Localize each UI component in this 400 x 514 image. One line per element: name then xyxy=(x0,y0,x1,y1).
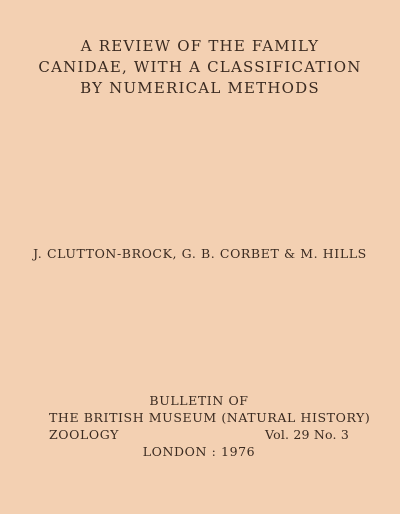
publication-info xyxy=(49,392,371,460)
title-line-2: CANIDAE, WITH A CLASSIFICATION xyxy=(38,58,362,76)
imprint: LONDON : 1976 xyxy=(142,444,256,459)
document-title xyxy=(0,36,400,99)
title-line-3: BY NUMERICAL METHODS xyxy=(80,79,320,97)
series-row xyxy=(49,426,349,443)
title-line-1: A REVIEW OF THE FAMILY xyxy=(80,37,320,55)
authors: J. CLUTTON-BROCK, G. B. CORBET & M. HILLS xyxy=(33,246,367,261)
bulletin-line-1: BULLETIN OF xyxy=(149,393,249,408)
series-name: ZOOLOGY xyxy=(49,427,119,442)
volume-number: Vol. 29 No. 3 xyxy=(265,427,349,442)
bulletin-line-2: THE BRITISH MUSEUM (NATURAL HISTORY) xyxy=(49,410,371,425)
